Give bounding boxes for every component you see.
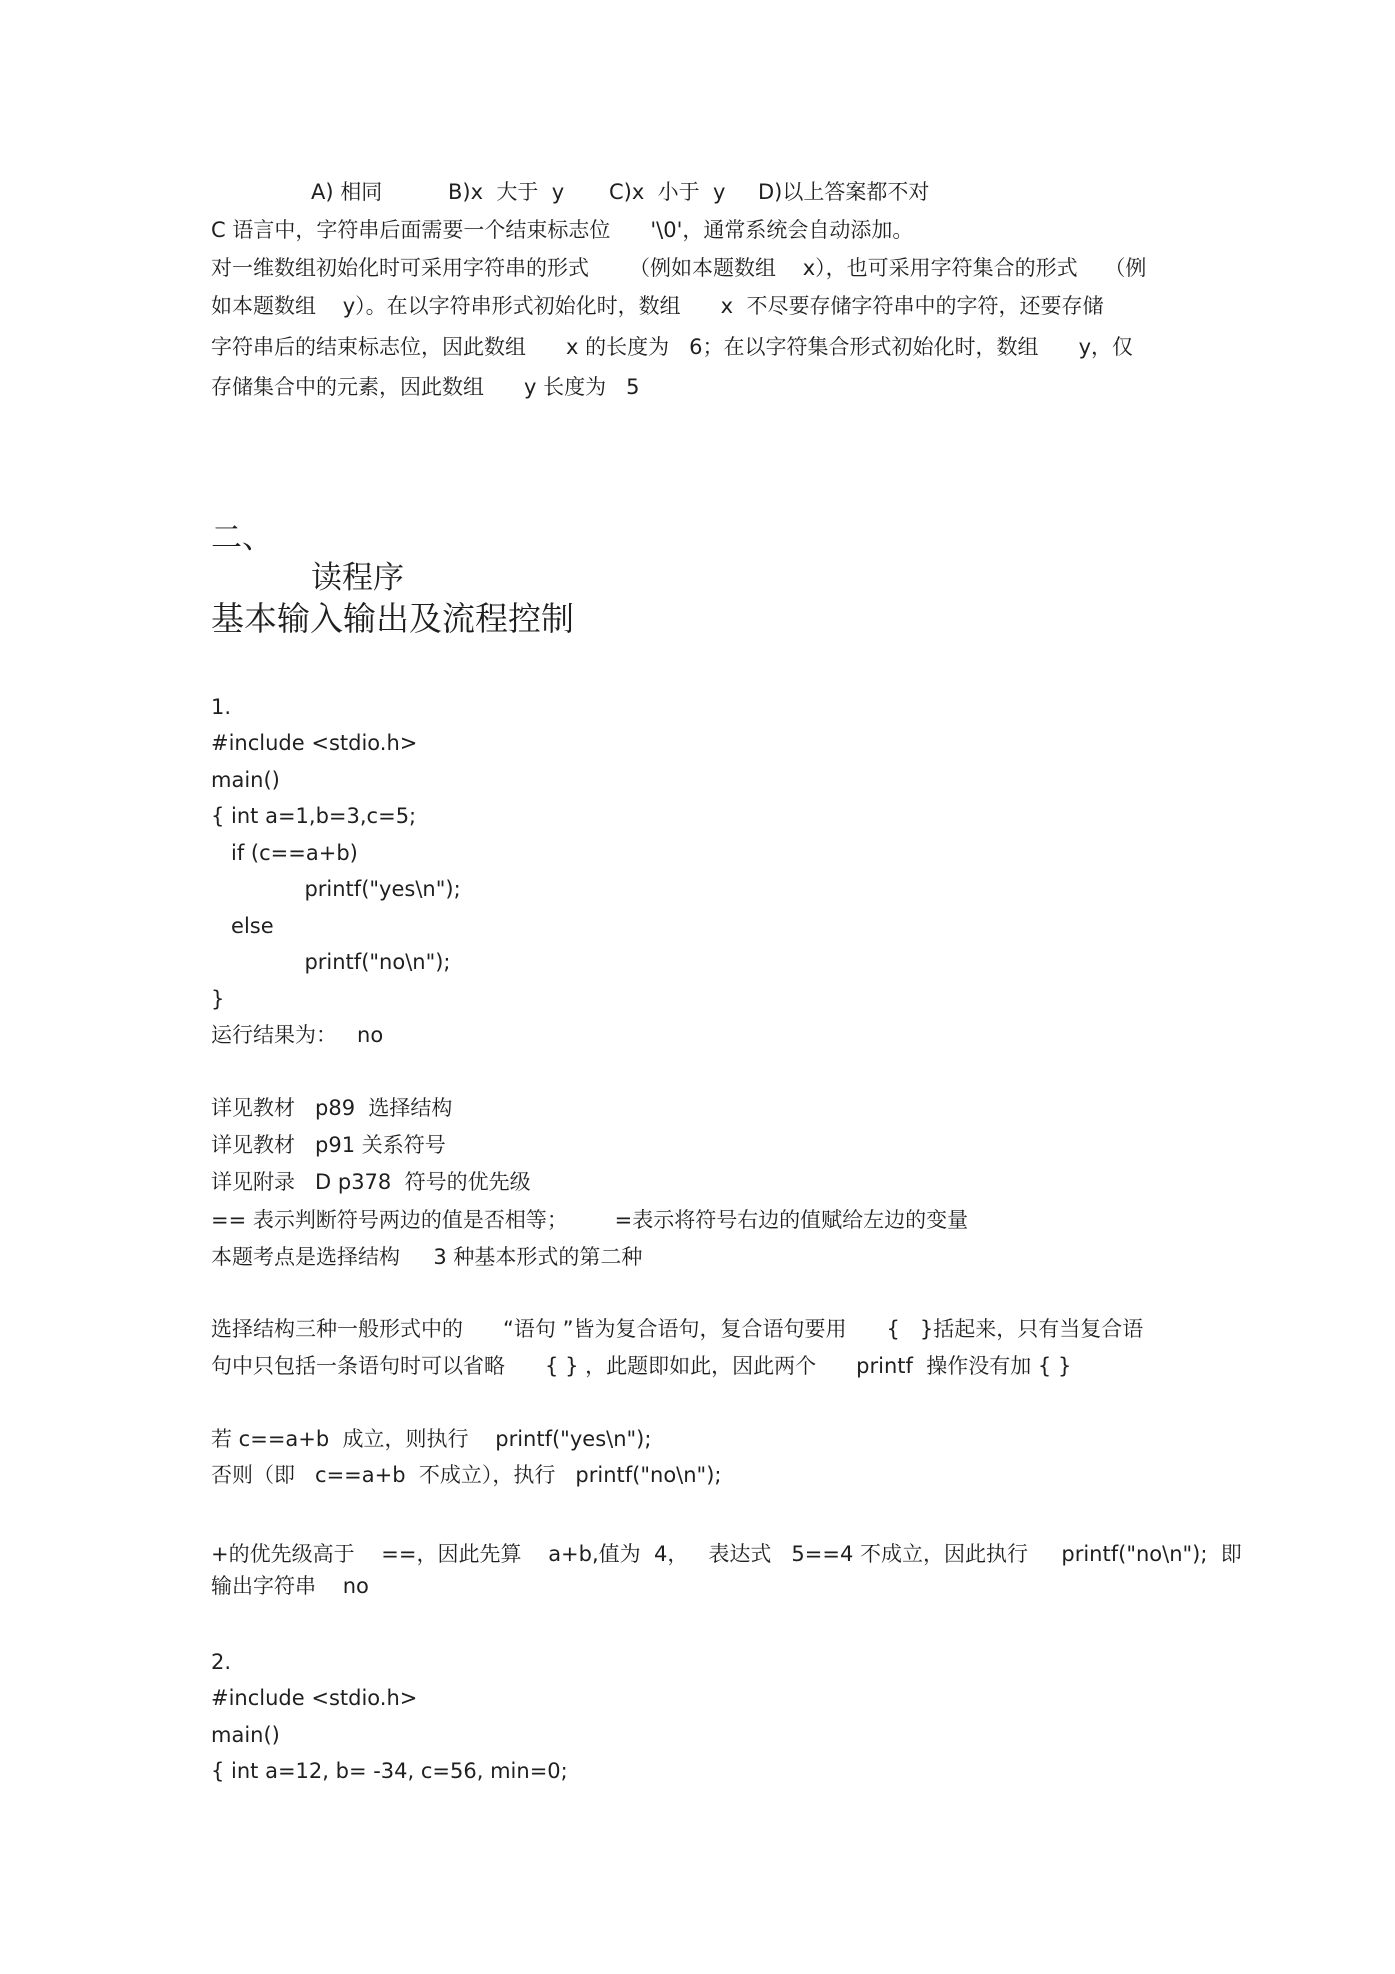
code-line: main() (211, 1723, 280, 1747)
option-c: C)x 小于 y (609, 180, 726, 204)
code-line: 2. (211, 1650, 232, 1674)
option-b: B)x 大于 y (448, 180, 565, 204)
explain-line: 否则（即 c==a+b 不成立），执行 printf("no\n"); (211, 1463, 722, 1487)
explain-line: +的优先级高于 ==，因此先算 a+b,值为 4， 表达式 5==4 不成立，因此执行 printf("no\n"); 即 (211, 1542, 1242, 1566)
code-line: { int a=1,b=3,c=5; (211, 804, 417, 828)
explain-line: 对一维数组初始化时可采用字符串的形式 （例如本题数组 x），也可采用字符集合的形式 （例 (211, 256, 1147, 280)
explain-line: 字符串后的结束标志位，因此数组 x 的长度为 6；在以字符集合形式初始化时，数组 y，仅 (211, 335, 1134, 359)
code-line: #include <stdio.h> (211, 731, 418, 755)
code-line: main() (211, 768, 280, 792)
explain-line: 句中只包括一条语句时可以省略 { } ，此题即如此，因此两个 printf 操作没有加 { } (211, 1354, 1072, 1378)
code-line: printf("yes\n"); (211, 877, 461, 901)
run-result: 运行结果为： no (211, 1023, 384, 1047)
code-line: 1. (211, 695, 232, 719)
reference-line: == 表示判断符号两边的值是否相等； =表示将符号右边的值赋给左边的变量 (211, 1208, 969, 1232)
subsection-heading: 基本输入输出及流程控制 (211, 599, 574, 638)
reference-line: 详见教材 p91 关系符号 (211, 1133, 446, 1157)
code-line: else (211, 914, 274, 938)
explain-line: C 语言中，字符串后面需要一个结束标志位 '\0'，通常系统会自动添加。 (211, 218, 914, 242)
reference-line: 详见附录 D p378 符号的优先级 (211, 1170, 531, 1194)
code-line: printf("no\n"); (211, 950, 451, 974)
explain-line: 输出字符串 no (211, 1574, 369, 1598)
reference-line: 本题考点是选择结构 3 种基本形式的第二种 (211, 1245, 643, 1269)
explain-line: 若 c==a+b 成立，则执行 printf("yes\n"); (211, 1427, 652, 1451)
explain-line: 存储集合中的元素，因此数组 y 长度为 5 (211, 375, 640, 399)
option-d: D)以上答案都不对 (758, 180, 930, 204)
code-line: } (211, 987, 225, 1011)
explain-line: 选择结构三种一般形式中的 “语句 ”皆为复合语句，复合语句要用 { }括起来，只有当复合语 (211, 1317, 1144, 1341)
code-line: { int a=12, b= -34, c=56, min=0; (211, 1759, 568, 1783)
option-a: A) 相同 (311, 180, 383, 204)
code-line: if (c==a+b) (211, 841, 358, 865)
section-title: 读程序 (311, 560, 404, 596)
code-line: #include <stdio.h> (211, 1686, 418, 1710)
explain-line: 如本题数组 y）。在以字符串形式初始化时，数组 x 不尽要存储字符串中的字符，还要存储 (211, 294, 1104, 318)
section-number: 二、 (211, 520, 273, 556)
reference-line: 详见教材 p89 选择结构 (211, 1096, 453, 1120)
